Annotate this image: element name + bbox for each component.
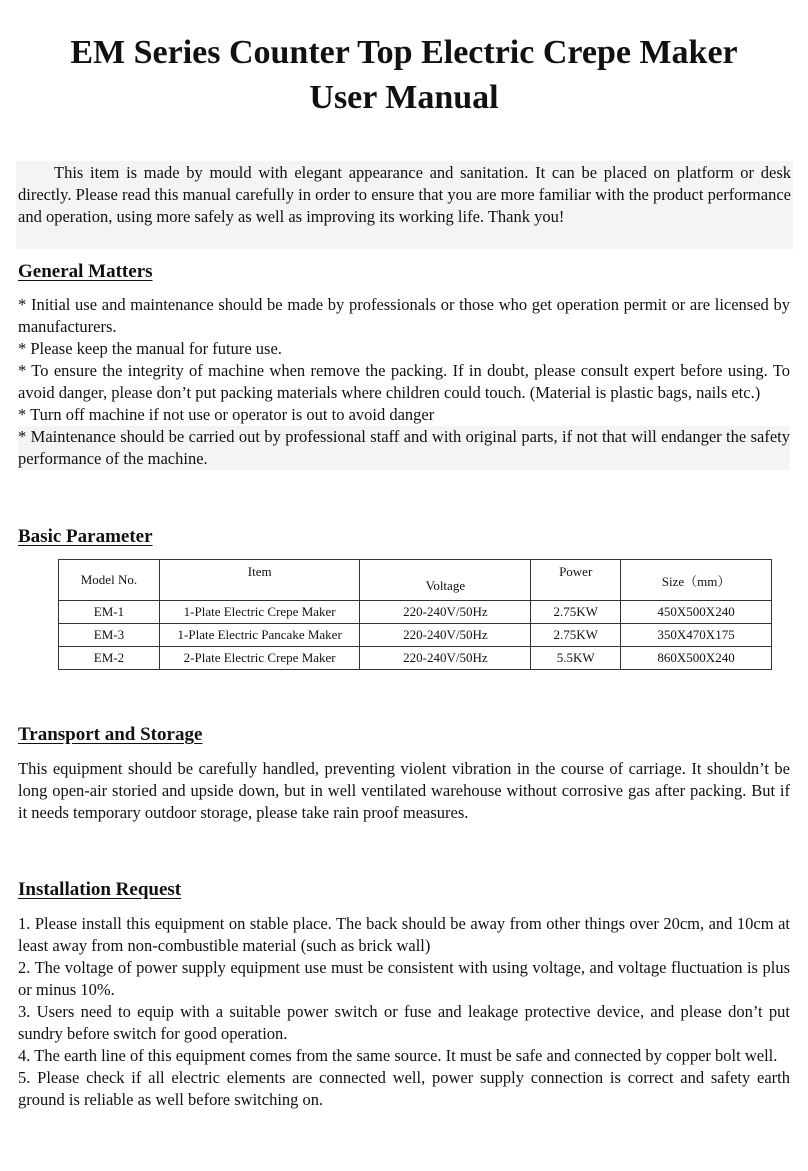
table-cell: 220-240V/50Hz bbox=[360, 601, 531, 624]
column-header-size: Size（mm） bbox=[621, 560, 772, 601]
table-cell: 350X470X175 bbox=[621, 624, 772, 647]
table-cell: 2-Plate Electric Crepe Maker bbox=[159, 647, 360, 670]
general-matters-heading: General Matters bbox=[18, 261, 153, 282]
table-row bbox=[59, 647, 772, 670]
list-item: 4. The earth line of this equipment comes from the same source. It must be safe and connected by copper bolt well. bbox=[18, 1046, 778, 1065]
column-header-power: Power bbox=[531, 560, 621, 601]
table-cell: 450X500X240 bbox=[621, 601, 772, 624]
list-item: 1. Please install this equipment on stable place. The back should be away from other things over 20cm, and 10cm at least away from non-combustible material (such as brick wall) bbox=[18, 914, 790, 955]
table-cell: EM-1 bbox=[59, 601, 160, 624]
column-header-voltage: Voltage bbox=[360, 560, 531, 601]
parameter-table bbox=[58, 559, 772, 670]
document-title bbox=[0, 30, 808, 120]
table-row bbox=[59, 601, 772, 624]
list-item: 5. Please check if all electric elements are connected well, power supply connection is correct and safety earth ground is reliable as well before switching on. bbox=[18, 1068, 790, 1109]
table-row bbox=[59, 624, 772, 647]
intro-block bbox=[16, 161, 793, 249]
table-cell: EM-2 bbox=[59, 647, 160, 670]
list-item: 2. The voltage of power supply equipment use must be consistent with using voltage, and voltage fluctuation is plus or minus 10%. bbox=[18, 958, 790, 999]
list-item: * Initial use and maintenance should be made by professionals or those who get operation permit or are licensed by manufacturers. bbox=[18, 295, 790, 336]
list-item: 3. Users need to equip with a suitable power switch or fuse and leakage protective device, and please don’t put sundry before switch for good operation. bbox=[18, 1002, 790, 1043]
table-cell: 2.75KW bbox=[531, 601, 621, 624]
column-header-item: Item bbox=[159, 560, 360, 601]
table-cell: 1-Plate Electric Crepe Maker bbox=[159, 601, 360, 624]
table-cell: 5.5KW bbox=[531, 647, 621, 670]
transport-text: This equipment should be carefully handled, preventing violent vibration in the course of carriage. It shouldn’t be long open-air storied and upside down, but in well ventilated warehouse without corrosive gas after packing. But if it needs temporary outdoor storage, please take rain proof measures. bbox=[18, 759, 790, 822]
list-item: * Turn off machine if not use or operator is out to avoid danger bbox=[18, 405, 435, 424]
table-cell: 860X500X240 bbox=[621, 647, 772, 670]
list-item: * Maintenance should be carried out by professional staff and with original parts, if not that will endanger the safety performance of the machine. bbox=[18, 427, 790, 468]
title-line-1: EM Series Counter Top Electric Crepe Maker bbox=[70, 34, 738, 71]
table-cell: 2.75KW bbox=[531, 624, 621, 647]
table-header-row bbox=[59, 560, 772, 601]
list-item: * Please keep the manual for future use. bbox=[18, 339, 282, 358]
intro-text: This item is made by mould with elegant appearance and sanitation. It can be placed on platform or desk directly. Please read this manual carefully in order to ensure that you are more familiar with the product performance and operation, using more safely as well as improving its working life. Thank you! bbox=[18, 163, 791, 226]
table-cell: 220-240V/50Hz bbox=[360, 624, 531, 647]
transport-heading: Transport and Storage bbox=[18, 724, 203, 745]
column-header-model: Model No. bbox=[59, 560, 160, 601]
installation-heading: Installation Request bbox=[18, 879, 182, 900]
table-cell: 1-Plate Electric Pancake Maker bbox=[159, 624, 360, 647]
table-cell: EM-3 bbox=[59, 624, 160, 647]
general-matters-list bbox=[18, 294, 790, 470]
basic-parameter-heading: Basic Parameter bbox=[18, 526, 153, 547]
list-item: * To ensure the integrity of machine when remove the packing. If in doubt, please consult expert before using. To avoid danger, please don’t put packing materials where children could touch. (Material is plastic bags, nails etc.) bbox=[18, 361, 790, 402]
table-cell: 220-240V/50Hz bbox=[360, 647, 531, 670]
title-line-2: User Manual bbox=[309, 79, 499, 116]
installation-list bbox=[18, 913, 790, 1111]
